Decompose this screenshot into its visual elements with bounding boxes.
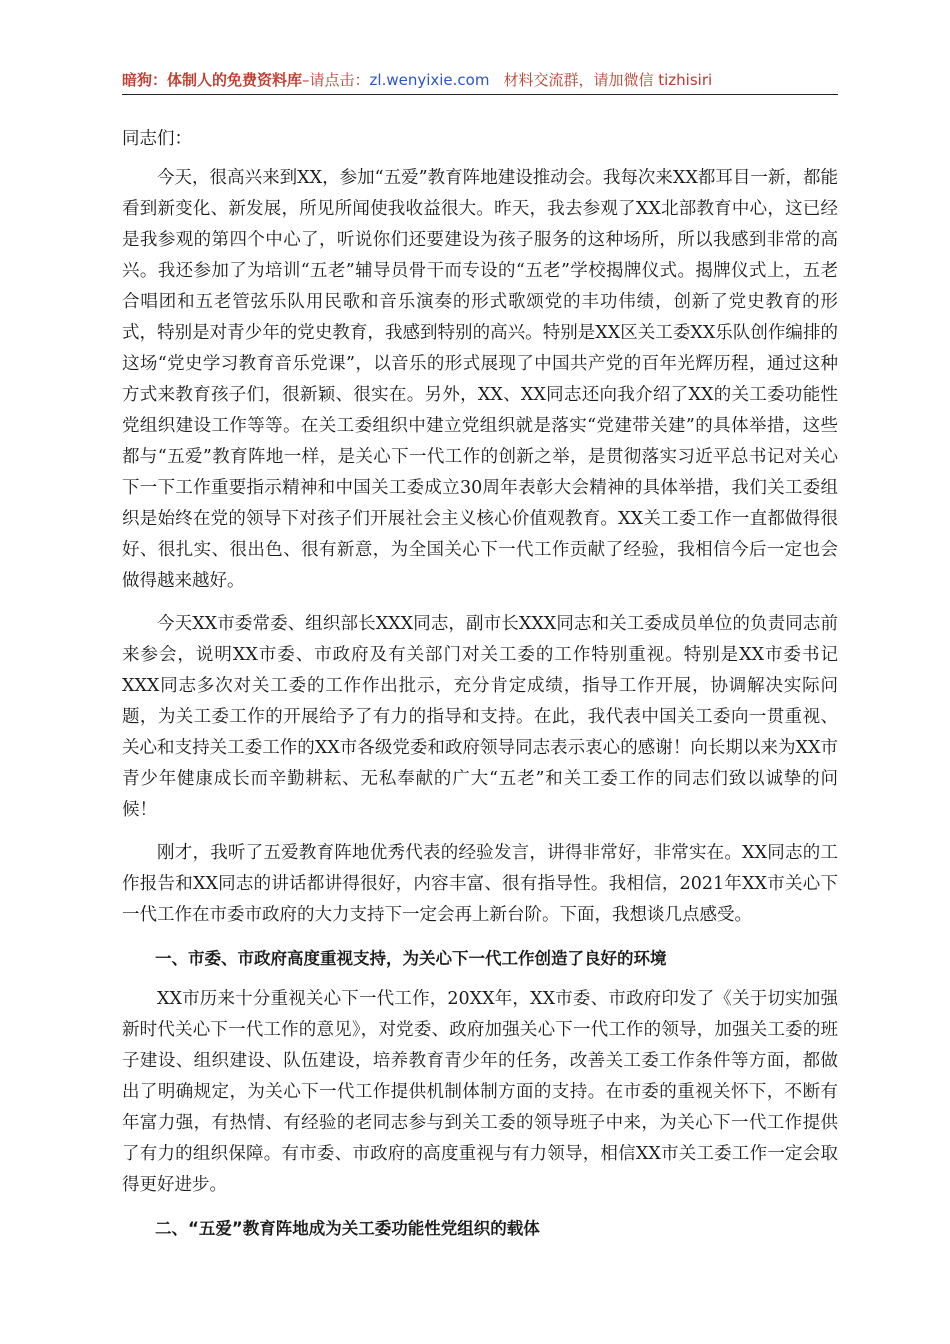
document-body xyxy=(122,124,838,1254)
paragraph-3: 刚才，我听了五爱教育阵地优秀代表的经验发言，讲得非常好，非常实在。XX同志的工作报告和XX同志的讲话都讲得很好，内容丰富、很有指导性。我相信，2021年XX市关心下一代工作在市委市政府的大力支持下一定会再上新台阶。下面，我想谈几点感受。 xyxy=(122,843,838,925)
header-brand: 暗狗：体制人的免费资料库 xyxy=(122,71,303,89)
paragraph-2: 今天XX市委常委、组织部长XXX同志，副市长XXX同志和关工委成员单位的负责同志前来参会，说明XX市委、市政府及有关部门对关工委的工作特别重视。特别是XX市委书记XXX同志多次对关工委的工作作出批示，充分肯定成绩，指导工作开展，协调解决实际问题，为关工委工作的开展给予了有力的指导和支持。在此，我代表中国关工委向一贯重视、关心和支持关工委工作的XX市各级党委和政府领导同志表示衷心的感谢！向长期以来为XX市青少年健康成长而辛勤耕耘、无私奉献的广大“五老”和关工委工作的同志们致以诚挚的问候！ xyxy=(122,614,838,820)
greeting: 同志们： xyxy=(122,129,192,149)
header-group-info: 材料交流群，请加微信 tizhisiri xyxy=(503,71,713,89)
paragraph-1: 今天，很高兴来到XX，参加“五爱”教育阵地建设推动会。我每次来XX都耳目一新，都能看到新变化、新发展，所见所闻使我收益很大。昨天，我去参观了XX北部教育中心，这已经是我参观的第四个中心了，听说你们还要建设为孩子服务的这种场所，所以我感到非常的高兴。我还参加了为培训“五老”辅导员骨干而专设的“五老”学校揭牌仪式。揭牌仪式上，五老合唱团和五老管弦乐队用民歌和音乐演奏的形式歌颂党的丰功伟绩，创新了党史教育的形式，特别是对青少年的党史教育，我感到特别的高兴。特别是XX区关工委XX乐队创作编排的这场“党史学习教育音乐党课”，以音乐的形式展现了中国共产党的百年光辉历程，通过这种方式来教育孩子们，很新颖、很实在。另外，XX、XX同志还向我介绍了XX的关工委功能性党组织建设工作等等。在关工委组织中建立党组织就是落实“党建带关建”的具体举措，这些都与“五爱”教育阵地一样，是关心下一代工作的创新之举，是贯彻落实习近平总书记对关心下一下工作重要指示精神和中国关工委成立30周年表彰大会精神的具体举措，我们关工委组织是始终在党的领导下对孩子们开展社会主义核心价值观教育。XX关工委工作一直都做得很好、很扎实、很出色、很有新意，为全国关心下一代工作贡献了经验，我相信今后一定也会做得越来越好。 xyxy=(122,168,838,591)
header-url-link[interactable]: zl.wenyixie.com xyxy=(369,71,490,89)
page-header xyxy=(122,68,838,95)
paragraph-4: XX市历来十分重视关心下一代工作，20XX年，XX市委、市政府印发了《关于切实加强新时代关心下一代工作的意见》，对党委、政府加强关心下一代工作的领导，加强关工委的班子建设、组织建设、队伍建设，培养教育青少年的任务，改善关工委工作条件等方面，都做出了明确规定，为关心下一代工作提供机制体制方面的支持。在市委的重视关怀下，不断有年富力强，有热情、有经验的老同志参与到关工委的领导班子中来，为关心下一代工作提供了有力的组织保障。有市委、市政府的高度重视与有力领导，相信XX市关工委工作一定会取得更好进步。 xyxy=(122,989,838,1195)
section-heading-2: 二、“五爱”教育阵地成为关工委功能性党组织的载体 xyxy=(155,1219,540,1238)
header-prompt: –请点击： xyxy=(302,71,370,89)
section-heading-1: 一、市委、市政府高度重视支持，为关心下一代工作创造了良好的环境 xyxy=(155,949,667,968)
